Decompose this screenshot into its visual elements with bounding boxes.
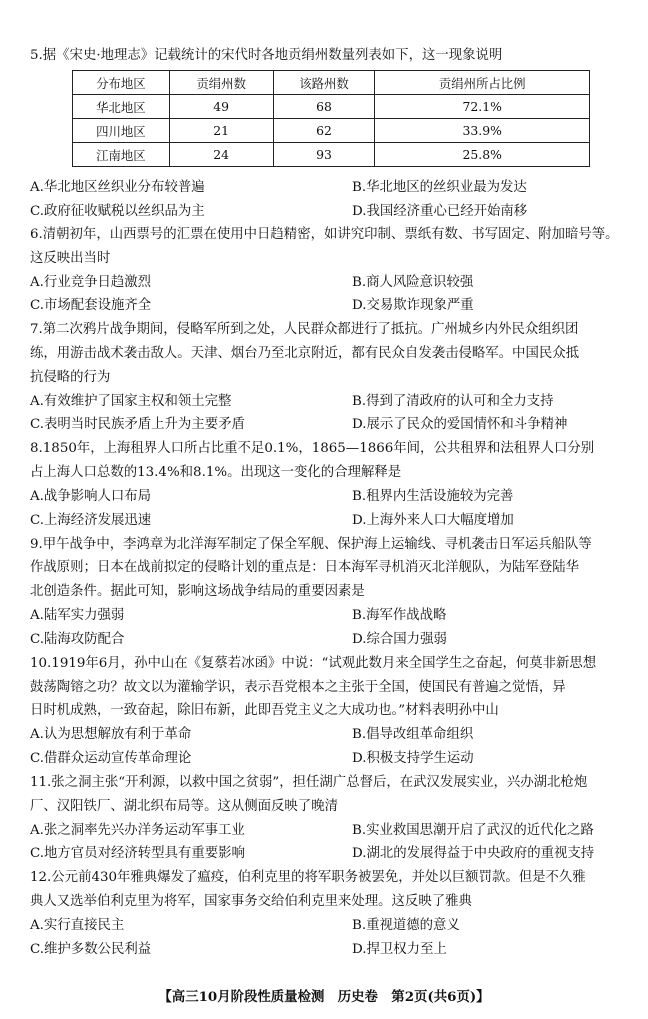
table-header-cell: 该路州数 <box>273 71 375 95</box>
q8-stem-line: 占上海人口总数的13.4%和8.1%。出现这一变化的合理解释是 <box>30 465 402 480</box>
q10-option-d: D.积极支持学生运动 <box>352 751 474 766</box>
table-header-cell: 分布地区 <box>73 71 170 95</box>
q8-stem-line: 8.1850年，上海租界人口所占比重不足0.1%，1865—1866年间，公共租界和法租界人口分别 <box>30 441 595 456</box>
q12-option-c: C.维护多数公民利益 <box>30 942 152 957</box>
q8-option-d: D.上海外来人口大幅度增加 <box>352 513 514 528</box>
q9-stem-line: 9.甲午战争中，李鸿章为北洋海军制定了保全军舰、保护海上运输线、寻机袭击日军运兵船队等 <box>30 537 592 552</box>
table-cell: 62 <box>273 119 375 143</box>
page-footer: 【高三10月阶段性质量检测 历史卷 第2页(共6页)】 <box>158 989 490 1005</box>
q9-stem-line: 北创造条件。据此可知，影响这场战争结局的重要因素是 <box>30 584 365 599</box>
q12-option-d: D.捍卫权力至上 <box>352 942 447 957</box>
q7-stem-line: 练，用游击战术袭击敌人。天津、烟台乃至北京附近，都有民众自发袭击侵略军。中国民众抵 <box>30 346 580 361</box>
q9-option-d: D.综合国力强弱 <box>352 632 447 647</box>
q7-option-c: C.表明当时民族矛盾上升为主要矛盾 <box>30 417 245 432</box>
table-header-cell: 贡绢州所占比例 <box>375 71 590 95</box>
q7-option-b: B.得到了清政府的认可和全力支持 <box>352 394 554 409</box>
q6-option-c: C.市场配套设施齐全 <box>30 298 152 313</box>
table-cell: 25.8% <box>375 143 590 167</box>
table-cell: 93 <box>273 143 375 167</box>
q10-option-b: B.倡导改组革命组织 <box>352 727 474 742</box>
table-cell: 49 <box>169 95 273 119</box>
q9-option-b: B.海军作战战略 <box>352 608 447 623</box>
q11-option-b: B.实业救国思潮开启了武汉的近代化之路 <box>352 823 594 838</box>
q11-option-c: C.地方官员对经济转型具有重要影响 <box>30 846 245 861</box>
q11-option-a: A.张之洞率先兴办洋务运动军事工业 <box>30 823 245 838</box>
q12-option-a: A.实行直接民主 <box>30 918 125 933</box>
table-row <box>73 95 590 119</box>
q8-option-a: A.战争影响人口布局 <box>30 489 152 504</box>
q8-option-c: C.上海经济发展迅速 <box>30 513 152 528</box>
q9-option-c: C.陆海攻防配合 <box>30 632 125 647</box>
table-cell: 四川地区 <box>73 119 170 143</box>
table-cell: 68 <box>273 95 375 119</box>
table-header-cell: 贡绢州数 <box>169 71 273 95</box>
q5-option-c: C.政府征收赋税以丝织品为主 <box>30 204 205 219</box>
q5-table <box>72 70 590 167</box>
q7-stem-line: 抗侵略的行为 <box>30 370 111 385</box>
q6-option-b: B.商人风险意识较强 <box>352 275 474 290</box>
table-cell: 33.9% <box>375 119 590 143</box>
table-header-row <box>73 71 590 95</box>
table-cell: 华北地区 <box>73 95 170 119</box>
q8-option-b: B.租界内生活设施较为完善 <box>352 489 514 504</box>
q6-option-a: A.行业竞争日趋激烈 <box>30 275 152 290</box>
q11-option-d: D.湖北的发展得益于中央政府的重视支持 <box>352 846 595 861</box>
q9-option-a: A.陆军实力强弱 <box>30 608 125 623</box>
q7-stem-line: 7.第二次鸦片战争期间，侵略军所到之处，人民群众都进行了抵抗。广州城乡内外民众组织团 <box>30 322 579 337</box>
q11-stem-line: 厂、汉阳铁厂、湖北织布局等。这从侧面反映了晚清 <box>30 799 338 814</box>
q10-option-c: C.借群众运动宣传革命理论 <box>30 751 192 766</box>
q7-option-a: A.有效维护了国家主权和领土完整 <box>30 394 232 409</box>
q6-stem-line: 6.清朝初年，山西票号的汇票在使用中日趋精密，如讲究印制、票纸有数、书写固定、附加暗号等。 <box>30 227 619 242</box>
q5-option-d: D.我国经济重心已经开始南移 <box>352 204 528 219</box>
q11-stem-line: 11.张之洞主张“开利源，以救中国之贫弱”，担任湖广总督后，在武汉发展实业，兴办湖北枪炮 <box>30 775 588 790</box>
q5-stem: 5.据《宋史·地理志》记载统计的宋代时各地贡绢州数量列表如下，这一现象说明 <box>30 48 503 63</box>
q10-stem-line: 10.1919年6月，孙中山在《复蔡若冰函》中说：“试观此数月来全国学生之奋起，何莫非新思想 <box>30 656 597 671</box>
q9-stem-line: 作战原则；日本在战前拟定的侵略计划的重点是：日本海军寻机消灭北洋舰队，为陆军登陆华 <box>30 560 580 575</box>
table-cell: 江南地区 <box>73 143 170 167</box>
q6-option-d: D.交易欺诈现象严重 <box>352 298 474 313</box>
q6-stem-line: 这反映出当时 <box>30 251 111 266</box>
q12-option-b: B.重视道德的意义 <box>352 918 460 933</box>
q10-stem-line: 鼓荡陶镕之功？故文以为灌输学识，表示吾党根本之主张于全国，使国民有普遍之觉悟，异 <box>30 680 566 695</box>
table-cell: 21 <box>169 119 273 143</box>
q10-option-a: A.认为思想解放有利于革命 <box>30 727 192 742</box>
table-cell: 72.1% <box>375 95 590 119</box>
q7-option-d: D.展示了民众的爱国情怀和斗争精神 <box>352 417 568 432</box>
q12-stem-line: 典人又选举伯利克里为将军，国家事务交给伯利克里来处理。这反映了雅典 <box>30 894 472 909</box>
table-row <box>73 143 590 167</box>
table-row <box>73 119 590 143</box>
table-cell: 24 <box>169 143 273 167</box>
q12-stem-line: 12.公元前430年雅典爆发了瘟疫，伯利克里的将军职务被罢免，并处以巨额罚款。但是不久雅 <box>30 870 586 885</box>
q5-option-a: A.华北地区丝织业分布较普遍 <box>30 180 205 195</box>
q10-stem-line: 日时机成熟，一致奋起，除旧布新，此即吾党主义之大成功也。”材料表明孙中山 <box>30 703 499 718</box>
q5-option-b: B.华北地区的丝织业最为发达 <box>352 180 527 195</box>
